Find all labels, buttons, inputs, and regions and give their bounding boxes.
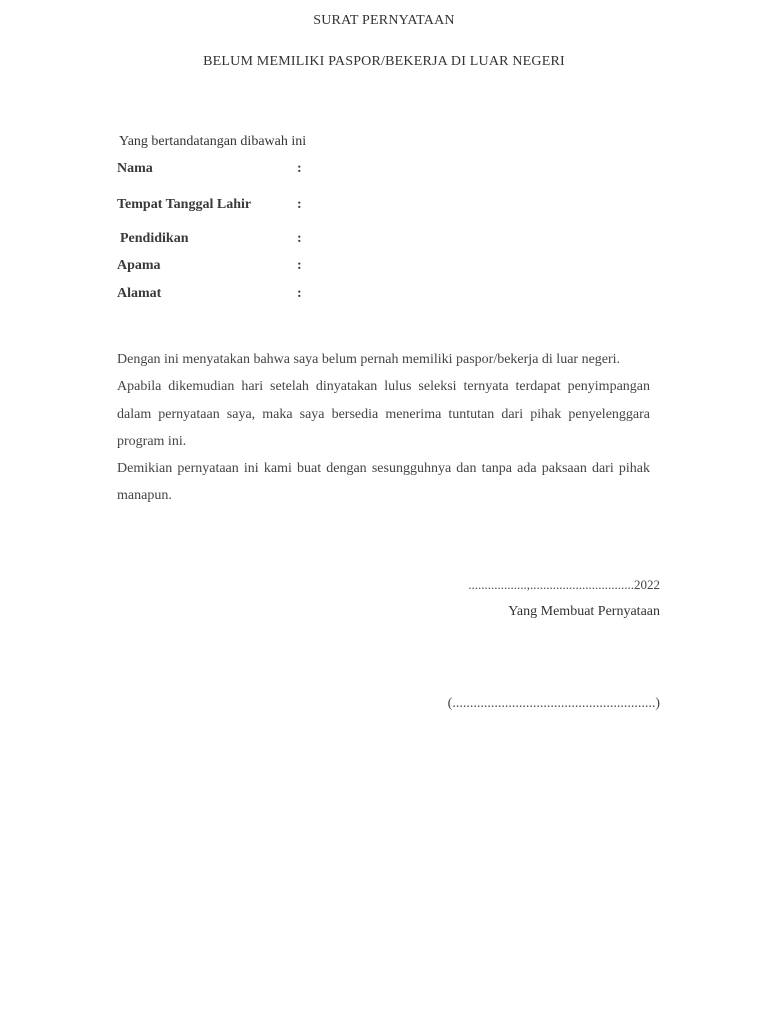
field-colon: : xyxy=(297,197,302,212)
statement-paragraph-3: Demikian pernyataan ini kami buat dengan sesungguhnya dan tanpa ada paksaan dari pihak manapun. xyxy=(117,461,650,504)
field-label: Tempat Tanggal Lahir xyxy=(117,197,252,212)
field-label: Nama xyxy=(117,161,153,176)
field-alamat xyxy=(117,286,317,302)
field-label: Alamat xyxy=(117,286,162,301)
field-colon: : xyxy=(297,286,302,301)
field-tempat-tanggal-lahir xyxy=(117,197,317,213)
statement-body xyxy=(117,346,650,510)
field-colon: : xyxy=(297,258,302,273)
field-pendidikan xyxy=(117,231,317,247)
field-colon: : xyxy=(297,231,302,246)
document-title: SURAT PERNYATAAN xyxy=(313,13,455,28)
place-date-line: ..................,................................2022 xyxy=(468,577,660,592)
field-label: Apama xyxy=(117,258,161,273)
statement-paragraph-2: Apabila dikemudian hari setelah dinyatakan lulus seleksi ternyata terdapat penyimpangan dalam pernyataan saya, maka saya bersedia menerima tuntutan dari pihak penyelenggara program ini. xyxy=(117,379,650,449)
intro-text: Yang bertandatangan dibawah ini xyxy=(119,134,307,149)
signer-caption: Yang Membuat Pernyataan xyxy=(508,604,660,619)
statement-paragraph-1: Dengan ini menyatakan bahwa saya belum pernah memiliki paspor/bekerja di luar negeri. xyxy=(117,352,621,367)
signature-name-placeholder: (..........................................................) xyxy=(447,696,660,711)
field-colon: : xyxy=(297,161,302,176)
field-apama xyxy=(117,258,317,274)
field-nama xyxy=(117,161,317,177)
document-subtitle: BELUM MEMILIKI PASPOR/BEKERJA DI LUAR NEGERI xyxy=(203,54,565,69)
field-label: Pendidikan xyxy=(120,231,189,246)
